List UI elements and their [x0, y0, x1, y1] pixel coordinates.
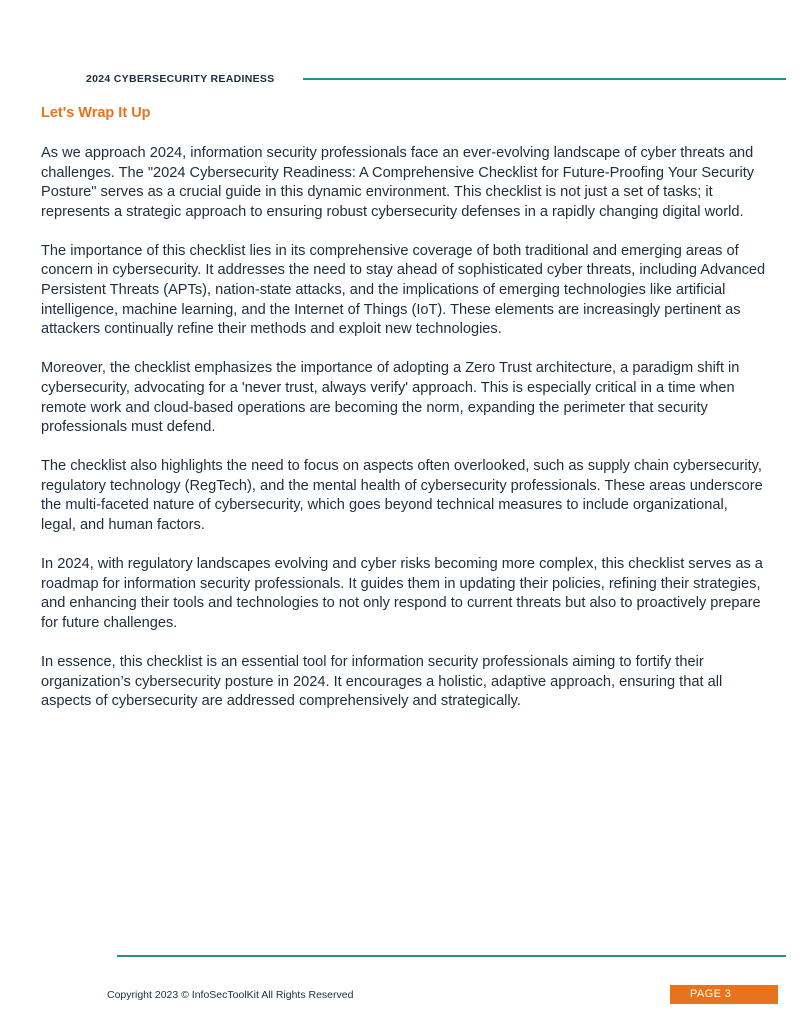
paragraph: The importance of this checklist lies in its comprehensive coverage of both traditional and emerging areas of concern in cybersecurity. It addresses the need to stay ahead of sophisticated cyber threats, including Advanced Persistent Threats (APTs), nation-state attacks, and the implications of emerging technologies like artificial intelligence, machine learning, and the Internet of Things (IoT). These elements are increasingly pertinent as attackers continually refine their methods and exploit new technologies. — [41, 242, 766, 338]
header-divider — [303, 78, 786, 80]
paragraph: The checklist also highlights the need to focus on aspects often overlooked, such as supply chain cybersecurity, regulatory technology (RegTech), and the mental health of cybersecurity professionals. These areas underscore the multi-faceted nature of cybersecurity, which goes beyond technical measures to include organizational, legal, and human factors. — [41, 458, 763, 533]
footer-divider — [117, 955, 786, 957]
paragraph: Moreover, the checklist emphasizes the importance of adopting a Zero Trust architecture, a paradigm shift in cybersecurity, advocating for a 'never trust, always verify' approach. This is especially critical in a time when remote work and cloud-based operations are becoming the norm, expanding the perimeter that security professionals must defend. — [41, 360, 740, 436]
section-title: Let's Wrap It Up — [41, 105, 151, 121]
paragraph: In 2024, with regulatory landscapes evolving and cyber risks becoming more complex, this checklist serves as a roadmap for information security professionals. It guides them in updating their policies, refining their strategies, and enhancing their tools and technologies to not only respond to current threats but also to proactively prepare for future challenges. — [41, 556, 763, 631]
body-text — [41, 144, 766, 731]
page-number-badge: PAGE 3 — [670, 985, 778, 1004]
paragraph: As we approach 2024, information security professionals face an ever-evolving landscape of cyber threats and challenges. The "2024 Cybersecurity Readiness: A Comprehensive Checklist for Future-Proofing Your Security Posture" serves as a crucial guide in this dynamic environment. This checklist is not just a set of tasks; it represents a strategic approach to ensuring robust cybersecurity defenses in a rapidly changing digital world. — [41, 145, 755, 220]
footer-copyright: Copyright 2023 © InfoSecToolKit All Rights Reserved — [107, 989, 354, 1001]
paragraph: In essence, this checklist is an essential tool for information security professionals aiming to fortify their organization’s cybersecurity posture in 2024. It encourages a holistic, adaptive approach, ensuring that all aspects of cybersecurity are addressed comprehensively and strategically. — [41, 653, 723, 710]
running-header-title: 2024 CYBERSECURITY READINESS — [86, 73, 275, 85]
